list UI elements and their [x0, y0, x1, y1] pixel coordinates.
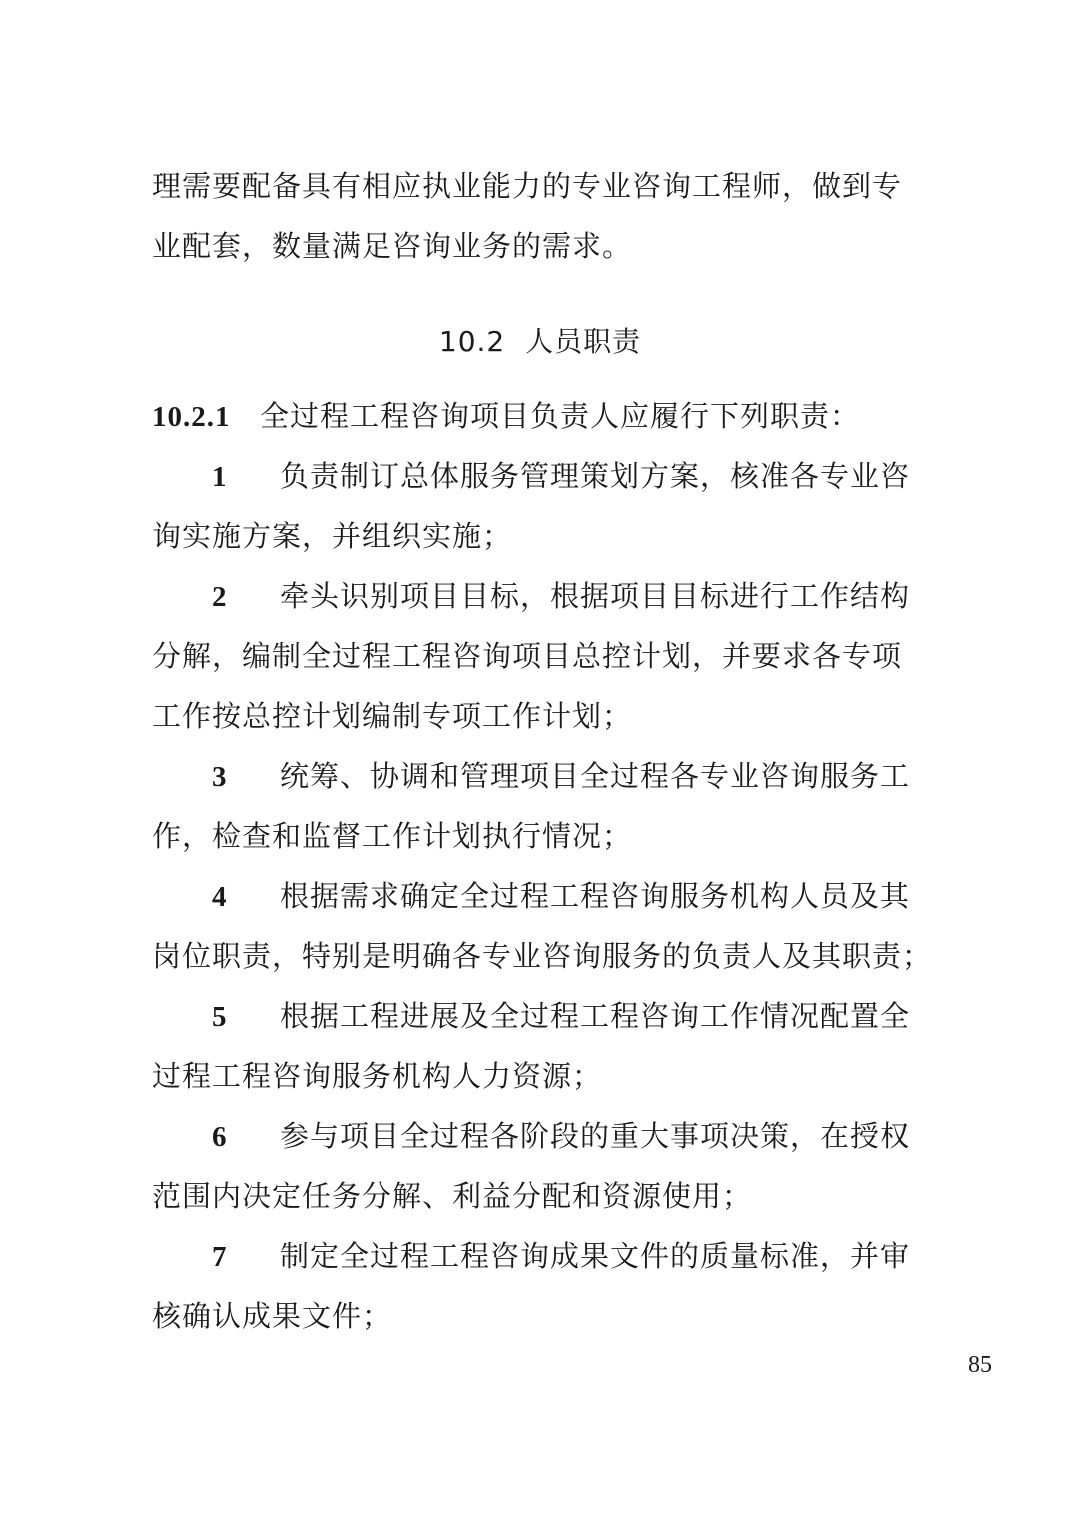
list-item-2-continuation: 分解，编制全过程工程咨询项目总控计划，并要求各专项	[152, 639, 903, 673]
item-number: 5	[212, 1001, 228, 1033]
item-number: 6	[212, 1121, 228, 1153]
item-number: 2	[212, 581, 228, 613]
list-item-6	[212, 1118, 992, 1155]
list-item-7	[212, 1238, 992, 1275]
item-number: 1	[212, 461, 228, 493]
item-number: 4	[212, 881, 228, 913]
page-number: 85	[968, 1352, 992, 1378]
list-item-1-continuation: 询实施方案，并组织实施；	[152, 519, 513, 553]
intro-line-1: 理需要配备具有相应执业能力的专业咨询工程师，做到专	[152, 169, 903, 203]
list-item-7-continuation: 核确认成果文件；	[152, 1299, 393, 1333]
list-item-4	[212, 878, 992, 915]
item-number: 7	[212, 1241, 228, 1273]
section-number: 10.2	[438, 325, 506, 358]
clause-number: 10.2.1	[152, 401, 231, 433]
section-heading	[0, 324, 1080, 360]
item-text: 参与项目全过程各阶段的重大事项决策，在授权	[280, 1119, 911, 1153]
list-item-5-continuation: 过程工程咨询服务机构人力资源；	[152, 1059, 603, 1093]
item-number: 3	[212, 761, 228, 793]
item-text: 根据需求确定全过程工程咨询服务机构人员及其	[280, 879, 911, 913]
item-text: 制定全过程工程咨询成果文件的质量标准，并审	[280, 1239, 911, 1273]
item-text: 牵头识别项目目标，根据项目目标进行工作结构	[280, 579, 911, 613]
list-item-2	[212, 578, 992, 615]
list-item-2-continuation: 工作按总控计划编制专项工作计划；	[152, 699, 633, 733]
item-text: 统筹、协调和管理项目全过程各专业咨询服务工	[280, 759, 911, 793]
clause-text: 全过程工程咨询项目负责人应履行下列职责：	[260, 399, 861, 433]
list-item-3-continuation: 作，检查和监督工作计划执行情况；	[152, 819, 633, 853]
item-text: 负责制订总体服务管理策划方案，核准各专业咨	[280, 459, 911, 493]
list-item-6-continuation: 范围内决定任务分解、利益分配和资源使用；	[152, 1179, 753, 1213]
list-item-4-continuation: 岗位职责，特别是明确各专业咨询服务的负责人及其职责；	[152, 939, 933, 973]
intro-line-2: 业配套，数量满足咨询业务的需求。	[152, 229, 633, 263]
clause-10-2-1	[152, 398, 932, 435]
item-text: 根据工程进展及全过程工程咨询工作情况配置全	[280, 999, 911, 1033]
list-item-5	[212, 998, 992, 1035]
list-item-1	[212, 458, 992, 495]
section-title: 人员职责	[525, 325, 642, 358]
list-item-3	[212, 758, 992, 795]
